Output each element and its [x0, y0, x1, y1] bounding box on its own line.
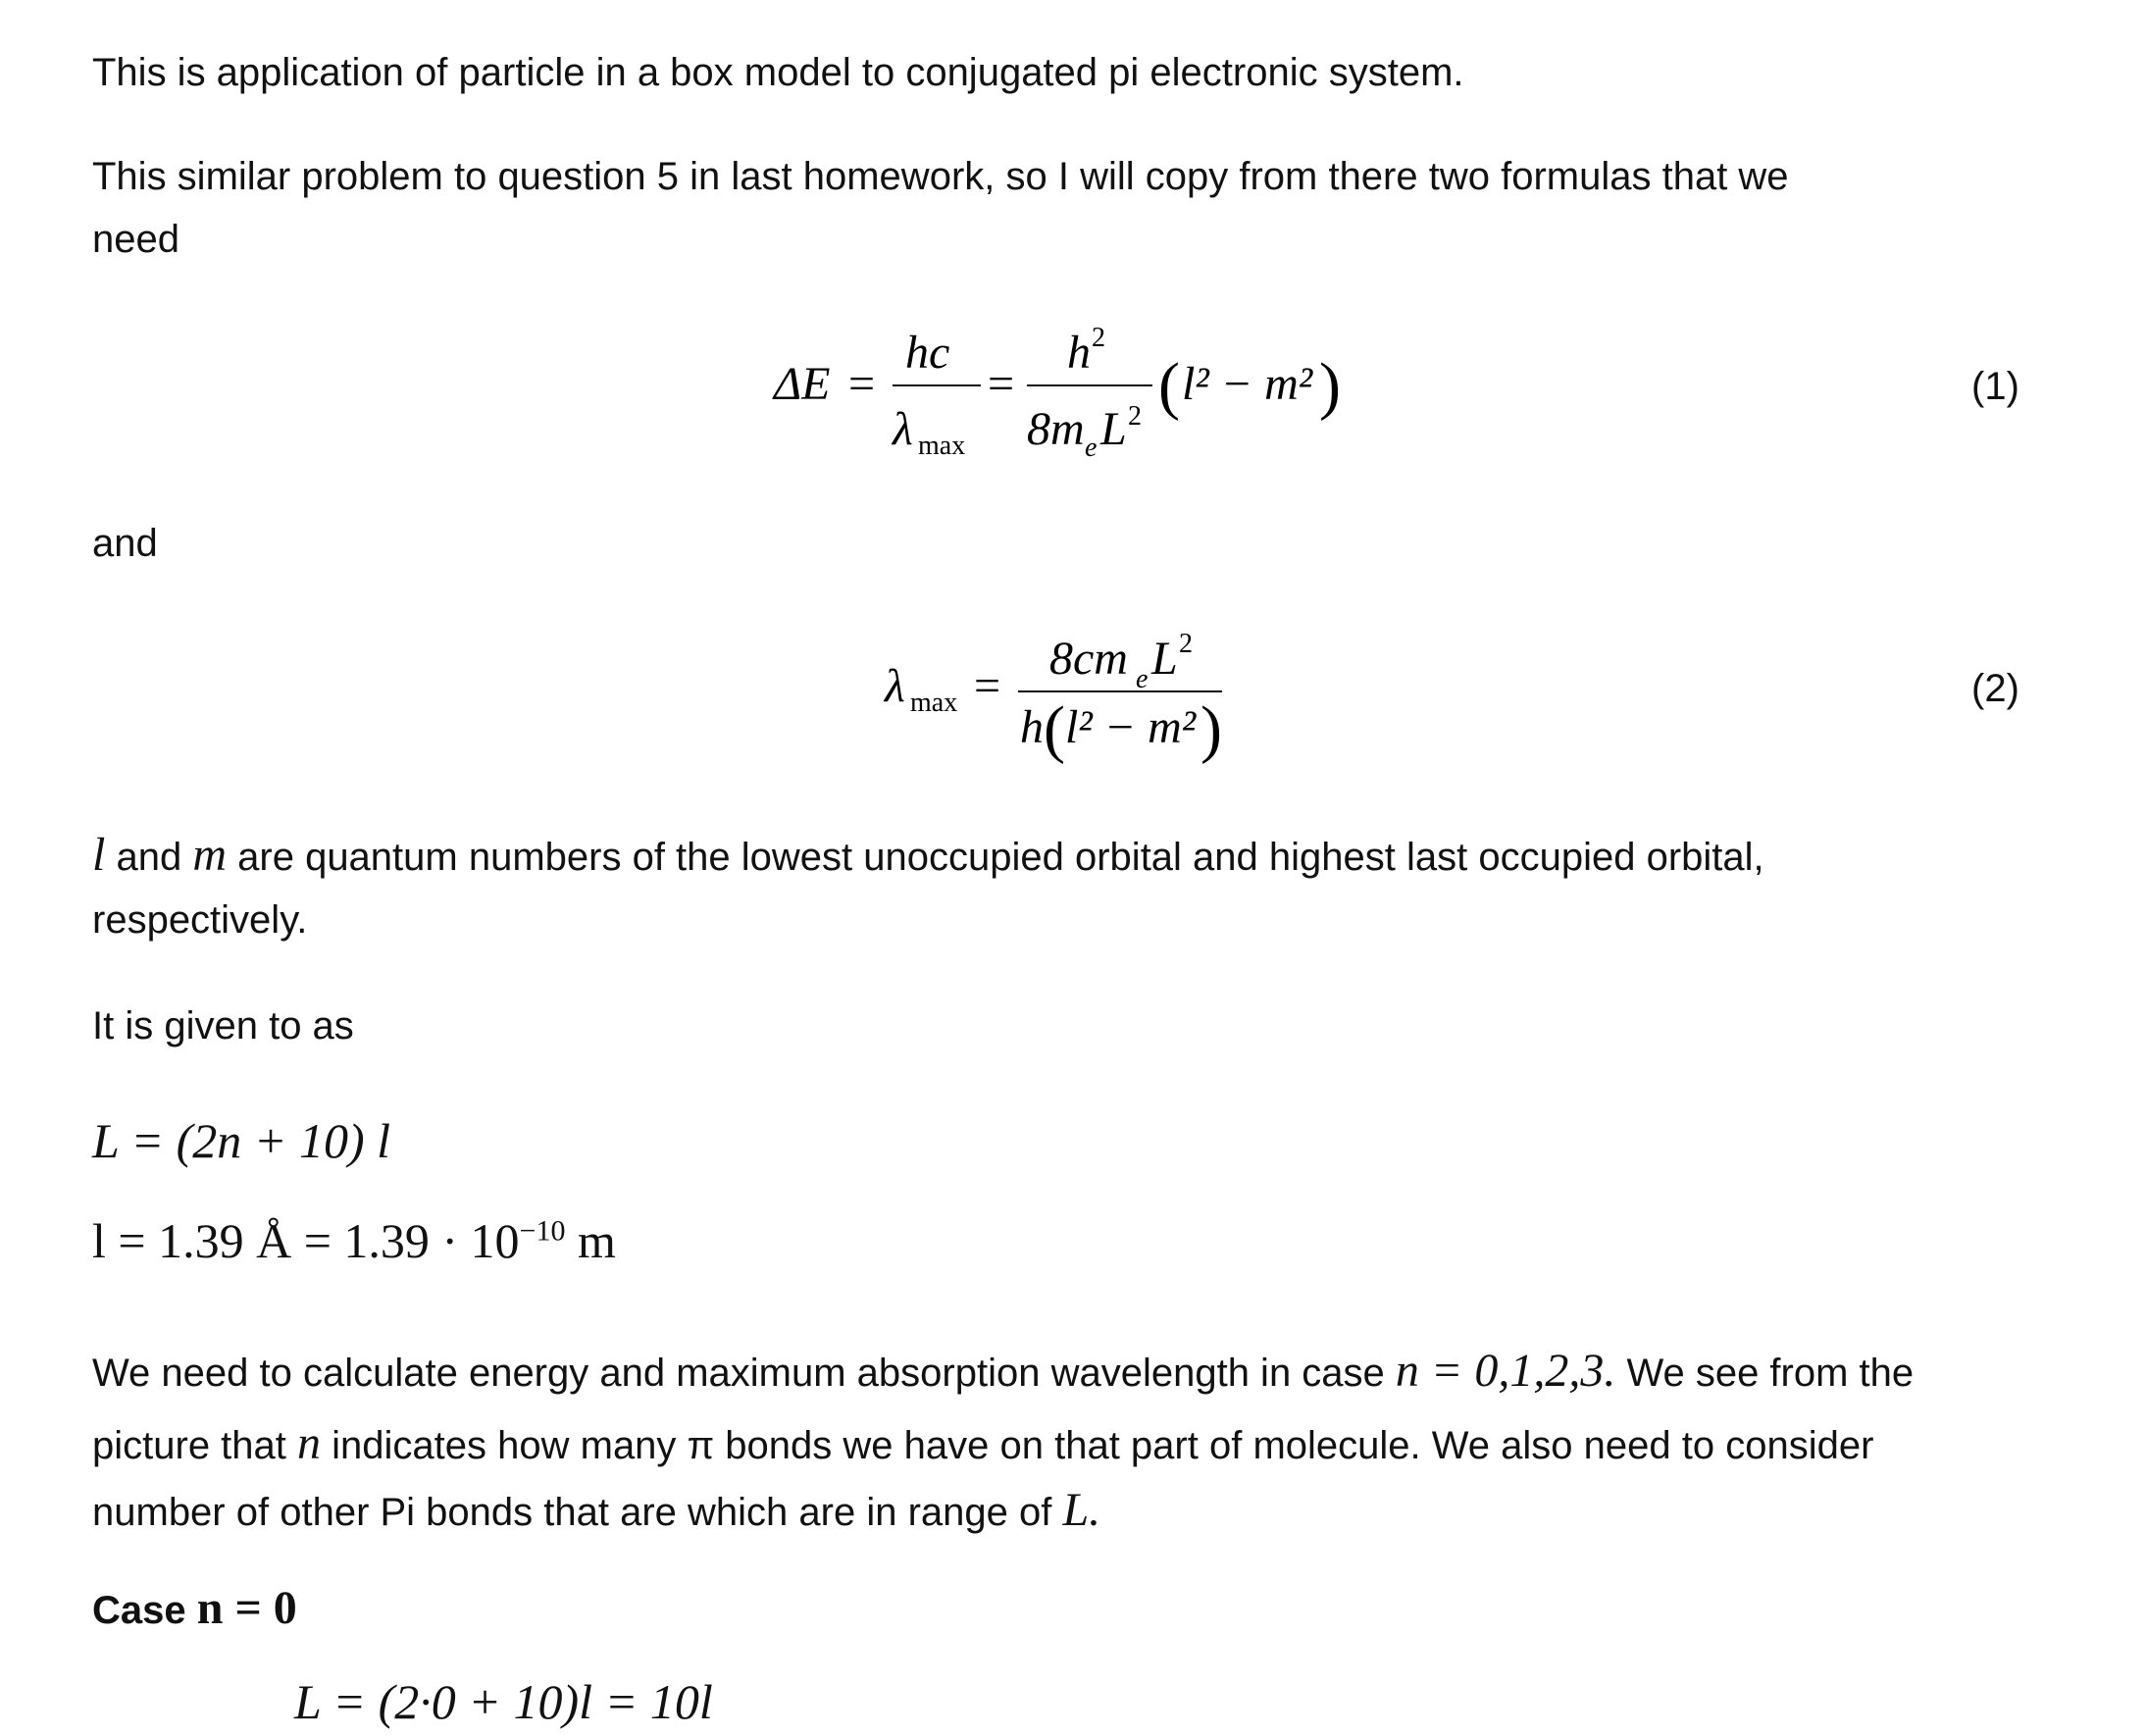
- l-value: [92, 1206, 616, 1275]
- n-cases: n = 0,1,2,3.: [1395, 1345, 1616, 1397]
- eq1-equals-2: =: [988, 358, 1015, 410]
- l-value-unit: m: [565, 1213, 616, 1268]
- calc-text-pre: We need to calculate energy and maximum absorption wavelength in case: [92, 1352, 1385, 1395]
- equation-2: [881, 623, 1253, 780]
- eq2-h: h: [1020, 701, 1044, 753]
- eq2-paren-close: ): [1200, 693, 1222, 765]
- and-text: and: [92, 522, 158, 565]
- partial-equation-cutoff: [294, 1667, 713, 1736]
- picture-text-mid: indicates how many: [332, 1424, 677, 1467]
- eq2-max-sub: max: [910, 688, 958, 718]
- calculation-line3: [92, 1479, 1100, 1544]
- eq1-paren-close: ): [1319, 350, 1341, 422]
- eq2-8cm: 8cm: [1049, 633, 1128, 685]
- eq2-equals: =: [974, 660, 1001, 712]
- eq1-h-sup: 2: [1092, 323, 1105, 353]
- and-word: and: [116, 836, 182, 879]
- eq2-l-sq: l² − m²: [1065, 701, 1197, 753]
- case-heading: [92, 1577, 297, 1642]
- intro-paragraph: This is application of particle in a box model to conjugated pi electronic system.: [92, 51, 1464, 94]
- equation-1-number: (1): [1971, 365, 2019, 408]
- eq2-lambda: λ: [885, 660, 905, 712]
- case-label: Case: [92, 1589, 186, 1632]
- calc-text-post: We see from the: [1626, 1352, 1915, 1395]
- partial-equation-text: L = (2·0 + 10)l = 10l: [294, 1674, 713, 1729]
- eq2-L: L: [1151, 633, 1178, 685]
- L-definition-text: L = (2n + 10) l: [92, 1113, 391, 1168]
- L-definition: [92, 1106, 390, 1175]
- eq1-8m: 8m: [1027, 403, 1085, 455]
- context-paragraph-line2: need: [92, 218, 179, 261]
- eq1-L-sup: 2: [1128, 401, 1142, 432]
- eq2-e-sub: e: [1136, 664, 1149, 694]
- calculation-line2: [92, 1412, 1873, 1477]
- given-text: It is given to as: [92, 1004, 354, 1047]
- equation-1-svg: [770, 319, 1378, 466]
- eq1-equals-1: =: [848, 358, 876, 410]
- picture-text-post: bonds we have on that part of molecule. We also need to consider: [725, 1424, 1874, 1467]
- equation-1: [770, 319, 1378, 466]
- eq1-paren-open: (: [1158, 350, 1180, 422]
- quantum-numbers-text: are quantum numbers of the lowest unoccupied orbital and highest last occupied orbital,: [237, 836, 1764, 879]
- eq1-hc: hc: [905, 327, 950, 379]
- eq1-h: h: [1067, 327, 1091, 379]
- eq1-delta-e: ΔE: [774, 358, 831, 410]
- var-m: m: [192, 829, 228, 881]
- var-l: l: [92, 829, 106, 881]
- pi-symbol: π: [687, 1424, 715, 1467]
- var-n: n: [297, 1417, 322, 1469]
- eq1-max-sub: max: [918, 431, 966, 461]
- equation-2-svg: [881, 623, 1253, 780]
- calculation-line1: [92, 1340, 1914, 1404]
- eq2-paren-open: (: [1044, 693, 1065, 765]
- eq1-l-sq: l² − m²: [1182, 358, 1313, 410]
- eq1-L: L: [1100, 403, 1127, 455]
- picture-text-pre: picture that: [92, 1424, 286, 1467]
- quantum-numbers-line2: respectively.: [92, 898, 308, 942]
- range-text: number of other Pi bonds that are which are in range of: [92, 1491, 1052, 1534]
- eq2-L-sup: 2: [1179, 629, 1193, 659]
- equation-2-number: (2): [1971, 667, 2019, 710]
- l-value-exponent: −10: [519, 1214, 566, 1248]
- case-equation: n = 0: [196, 1582, 297, 1634]
- L-end: L.: [1062, 1484, 1101, 1536]
- eq1-lambda: λ: [893, 403, 913, 455]
- context-paragraph-line1: This similar problem to question 5 in last homework, so I will copy from there two formulas that we: [92, 155, 1789, 198]
- quantum-numbers-line1: [92, 824, 1764, 889]
- eq1-e-sub: e: [1085, 433, 1098, 463]
- l-value-text: l = 1.39 Å = 1.39 · 10: [92, 1213, 520, 1268]
